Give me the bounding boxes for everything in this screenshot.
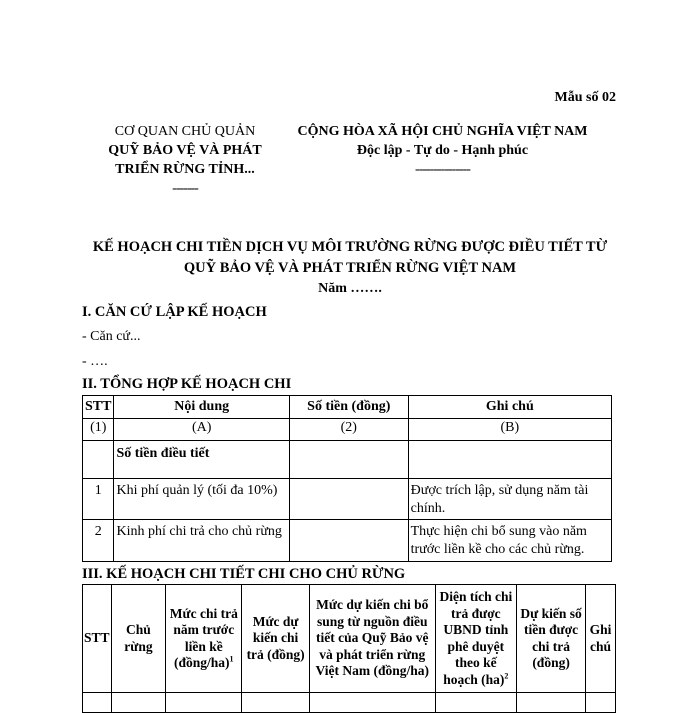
- national-motto: Độc lập - Tự do - Hạnh phúc: [356, 143, 529, 158]
- table-row: [83, 479, 612, 520]
- column-header: [166, 585, 242, 693]
- row-note: [408, 441, 611, 479]
- row-amount: [289, 520, 408, 562]
- table-row: [83, 693, 616, 713]
- table-header-row: [83, 396, 612, 419]
- row-content: Khi phí quản lý (tối đa 10%): [114, 479, 289, 520]
- column-header: Ghi chú: [408, 396, 611, 419]
- column-code: (A): [114, 419, 289, 441]
- agency-header: [95, 122, 275, 198]
- row-stt: 2: [83, 520, 114, 562]
- row-content: Số tiền điều tiết: [114, 441, 289, 479]
- title-line1: KẾ HOẠCH CHI TIỀN DỊCH VỤ MÔI TRƯỜNG RỪNG ĐƯỢC ĐIỀU TIẾT TỪ: [92, 239, 608, 255]
- national-title: CỘNG HÒA XÃ HỘI CHỦ NGHĨA VIỆT NAM: [297, 124, 588, 139]
- column-header-text: Mức chi trả năm trước liền kề (đồng/ha): [169, 605, 238, 670]
- agency-parent: CƠ QUAN CHỦ QUẢN: [114, 124, 256, 139]
- footnote-marker: 1: [229, 654, 234, 664]
- column-header: Số tiền (đồng): [289, 396, 408, 419]
- column-header: Ghi chú: [585, 585, 615, 693]
- agency-name-line2: TRIỂN RỪNG TỈNH...: [115, 162, 255, 177]
- column-code-row: [83, 419, 612, 441]
- row-stt: 1: [83, 479, 114, 520]
- column-code: (1): [83, 419, 114, 441]
- row-note: Được trích lập, sử dụng năm tài chính.: [408, 479, 611, 520]
- table-row: [83, 441, 612, 479]
- table-row: [83, 520, 612, 562]
- row-note: Thực hiện chi bổ sung vào năm trước liền kề cho các chủ rừng.: [408, 520, 611, 562]
- column-code: (2): [289, 419, 408, 441]
- summary-table: [82, 395, 612, 562]
- column-code: (B): [408, 419, 611, 441]
- row-amount: [289, 441, 408, 479]
- section3-heading: III. KẾ HOẠCH CHI TIẾT CHI CHO CHỦ RỪNG: [82, 566, 406, 582]
- section1-item: - ….: [82, 354, 108, 369]
- column-header: Mức dự kiến chi bổ sung từ nguồn điều tiết của Quỹ Bảo vệ và phát triển rừng Việt Nam (đồng/ha): [310, 585, 435, 693]
- detail-table: [82, 584, 616, 713]
- national-separator: ---------------: [415, 162, 470, 177]
- document-title: [70, 237, 630, 279]
- agency-name-line1: QUỸ BẢO VỆ VÀ PHÁT: [108, 143, 262, 158]
- form-number: Mẫu số 02: [554, 90, 616, 105]
- title-line2: QUỸ BẢO VỆ VÀ PHÁT TRIỂN RỪNG VIỆT NAM: [183, 260, 517, 276]
- table-header-row: [83, 585, 616, 693]
- column-header: Mức dự kiến chi trả (đồng): [242, 585, 310, 693]
- footnote-marker: 2: [504, 671, 509, 680]
- column-header: STT: [83, 585, 112, 693]
- row-content: Kinh phí chi trả cho chủ rừng: [114, 520, 289, 562]
- row-amount: [289, 479, 408, 520]
- row-stt: [83, 441, 114, 479]
- column-header: STT: [83, 396, 114, 419]
- agency-separator: -------: [172, 181, 198, 196]
- national-header: [275, 122, 610, 179]
- column-header: Chủ rừng: [111, 585, 166, 693]
- section2-heading: II. TỔNG HỢP KẾ HOẠCH CHI: [82, 376, 292, 392]
- column-header: [435, 585, 517, 693]
- section1-heading: I. CĂN CỨ LẬP KẾ HOẠCH: [82, 304, 267, 320]
- column-header: Nội dung: [114, 396, 289, 419]
- section1-item: - Căn cứ...: [82, 329, 141, 344]
- column-header-text: Diện tích chi trả được UBND tỉnh phê duyệt theo kế hoạch (ha): [439, 589, 513, 687]
- column-header: Dự kiến số tiền được chi trả (đồng): [517, 585, 586, 693]
- plan-year: Năm …….: [318, 281, 382, 296]
